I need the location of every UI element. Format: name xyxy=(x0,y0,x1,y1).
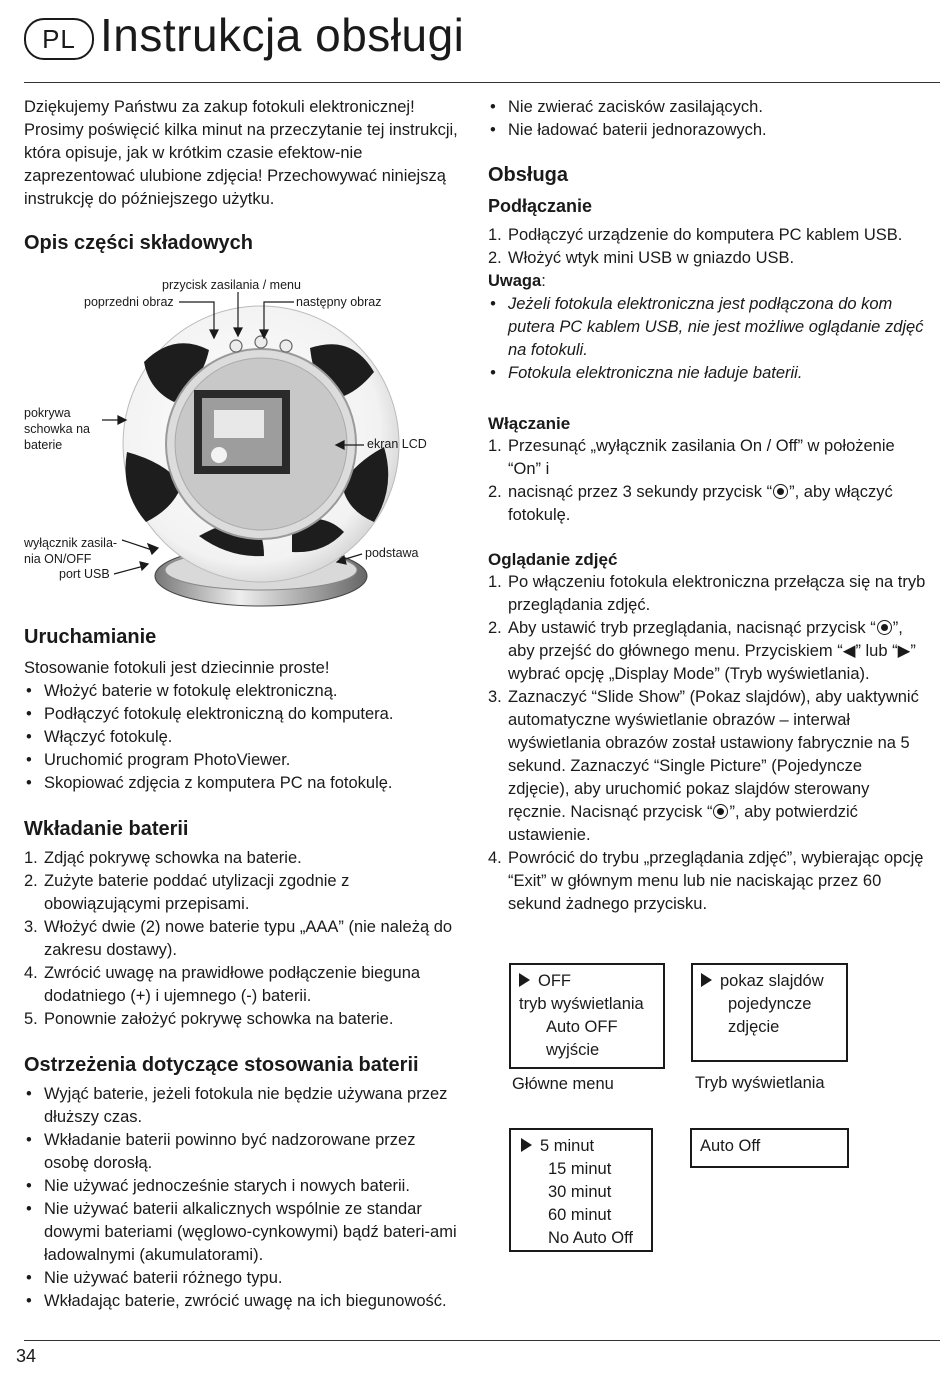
display-mode-box xyxy=(691,963,848,1062)
menu-line: 5 minut xyxy=(521,1135,651,1158)
list-item: • Wkładając baterie, zwrócić uwagę na ich biegunowość. xyxy=(24,1290,464,1313)
item-text: Po włączeniu fotokula elektroniczna przełącza się na tryb przeglądania zdjęć. xyxy=(508,573,926,614)
viewing-heading: Oglądanie zdjęć xyxy=(488,550,618,569)
intro-section xyxy=(24,96,464,211)
item-text: ” wybrać opcję „Display Mode” (Tryb wyświetlania). xyxy=(508,642,916,683)
menu-line: OFF xyxy=(519,970,663,993)
auto-off-times-box xyxy=(509,1128,653,1252)
label-previous-image: poprzedni obraz xyxy=(84,295,174,309)
menu-line: wyjście xyxy=(546,1041,600,1059)
list-item: • Nie zwierać zacisków zasilających. xyxy=(488,96,928,119)
item-text: Powrócić do trybu „przeglądania zdjęć”, wybierając opcję “Exit” w głównym menu lub nie naciskając przez 60 sekund żadnego przycisku. xyxy=(508,849,924,913)
language-badge: PL xyxy=(24,18,94,60)
item-text: Zużyte baterie poddać utylizacji zgodnie z obowiązującymi przepisami. xyxy=(44,872,350,913)
item-number: 3. xyxy=(24,918,38,936)
item-number: 4. xyxy=(24,964,38,982)
list-item: 2. Aby ustawić tryb przeglądania, nacisnąć przycisk “ ”, aby przejść do głównego menu. Przyciskiem “◀” lub “▶” wybrać opcję „Display Mode” (Tryb wyświetlania). xyxy=(488,619,916,683)
power-on-section xyxy=(488,412,928,527)
main-menu-box xyxy=(509,963,665,1069)
list-item: 1. Przesunąć „wyłącznik zasilania On / Off” w położenie “On” i xyxy=(488,437,895,478)
item-text: Aby ustawić tryb przeglądania, nacisnąć przycisk “ xyxy=(508,619,876,637)
batteries-heading: Wkładanie baterii xyxy=(24,818,189,840)
viewing-steps xyxy=(488,571,928,916)
list-item: • Jeżeli fotokula elektroniczna jest podłączona do kom putera PC kablem USB, nie jest możliwe oglądanie zdjęć na fotokuli. xyxy=(488,293,928,362)
selection-arrow-icon xyxy=(701,973,712,987)
start-list xyxy=(24,680,464,795)
item-text: Włożyć dwie (2) nowe baterie typu „AAA” (nie należą do zakresu dostawy). xyxy=(44,918,453,959)
item-number: 1. xyxy=(24,849,38,867)
list-item: • Fotokula elektroniczna nie ładuje baterii. xyxy=(488,362,928,385)
item-text: Włożyć wtyk mini USB w gniazdo USB. xyxy=(508,249,795,267)
warnings-continued xyxy=(488,96,928,142)
header-rule xyxy=(24,82,940,83)
item-number: 1. xyxy=(488,226,502,244)
item-text: Zdjąć pokrywę schowka na baterie. xyxy=(44,849,302,867)
label-lcd-screen: ekran LCD xyxy=(367,437,427,451)
power-on-heading: Włączanie xyxy=(488,414,571,433)
start-heading: Uruchamianie xyxy=(24,626,157,648)
page-number: 34 xyxy=(16,1346,37,1366)
list-item xyxy=(24,870,464,916)
label-base: podstawa xyxy=(365,546,419,560)
label-usb-port: port USB xyxy=(59,567,110,581)
list-item: 1. Po włączeniu fotokula elektroniczna przełącza się na tryb przeglądania zdjęć. xyxy=(488,573,926,614)
parts-heading: Opis części składowych xyxy=(24,232,253,254)
item-text: ”, aby przejść do głównego menu. Przyciskiem “ xyxy=(508,619,903,660)
menu-line: 60 minut xyxy=(548,1206,612,1224)
list-item: • Podłączyć fotokulę elektroniczną do komputera. xyxy=(24,703,464,726)
menu-line: No Auto Off xyxy=(548,1229,633,1247)
menu-line: 15 minut xyxy=(548,1160,612,1178)
device-diagram xyxy=(24,272,464,618)
list-item: • Włączyć fotokulę. xyxy=(24,726,464,749)
label-power-menu-button: przycisk zasilania / menu xyxy=(162,278,301,292)
list-item: 2. nacisnąć przez 3 sekundy przycisk “ ”, aby włączyć fotokulę. xyxy=(488,483,893,524)
item-text: Zwrócić uwagę na prawidłowe podłączenie bieguna dodatniego (+) i ujemnego (-) baterii. xyxy=(44,964,421,1005)
main-menu-caption: Główne menu xyxy=(512,1075,614,1093)
item-text: ”, aby włączyć fotokulę. xyxy=(508,483,893,524)
menu-line: Auto Off xyxy=(700,1137,761,1155)
warnings-section xyxy=(24,1054,464,1313)
page-title: Instrukcja obsługi xyxy=(100,9,465,61)
selection-arrow-icon xyxy=(519,973,530,987)
list-item xyxy=(24,1008,464,1031)
list-item xyxy=(24,916,464,962)
list-item: • Nie używać jednocześnie starych i nowych baterii. xyxy=(24,1175,464,1198)
connect-notes xyxy=(488,293,928,385)
item-text: Zaznaczyć “Slide Show” (Pokaz slajdów), aby uaktywnić automatyczne wyświetlanie obrazów – interwał wyświetlania obrazów został ustawiony fabrycznie na 5 sekund. Zaznaczyć “Single Picture” (Pojedyncze zdjęcie), aby uruchomić pokaz slajdów sterowany ręcznie. Nacisnąć przycisk “ xyxy=(508,688,919,821)
batteries-list xyxy=(24,847,464,1031)
list-item: 3. Zaznaczyć “Slide Show” (Pokaz slajdów), aby uaktywnić automatyczne wyświetlanie obrazów – interwał wyświetlania obrazów został ustawiony fabrycznie na 5 sekund. Zaznaczyć “Single Picture” (Pojedyncze zdjęcie), aby uruchomić pokaz slajdów sterowany ręcznie. Nacisnąć przycisk “ ”, aby potwierdzić ustawienie. xyxy=(488,688,919,844)
power-button-icon xyxy=(877,620,892,635)
viewing-section xyxy=(488,548,928,916)
menu-line: 30 minut xyxy=(548,1183,612,1201)
item-text: Podłączyć urządzenie do komputera PC kablem USB. xyxy=(508,226,903,244)
menu-line: pojedyncze xyxy=(728,995,812,1013)
label-power-switch-1: wyłącznik zasila- xyxy=(24,536,118,550)
menu-line: pokaz slajdów xyxy=(701,970,846,993)
list-item: • Nie używać baterii alkalicznych wspólnie ze standar dowymi bateriami (węglowo-cynkowymi) bądź bateri-ami ładowalnymi (akumulatorami). xyxy=(24,1198,464,1267)
item-text: nacisnąć przez 3 sekundy przycisk “ xyxy=(508,483,773,501)
item-text: Ponownie założyć pokrywę schowka na baterie. xyxy=(44,1010,394,1028)
auto-off-box xyxy=(690,1128,849,1168)
list-item: • Włożyć baterie w fotokulę elektroniczną. xyxy=(24,680,464,703)
menu-line: tryb wyświetlania xyxy=(519,995,644,1013)
list-item: 4. Powrócić do trybu „przeglądania zdjęć”, wybierając opcję “Exit” w głównym menu lub nie naciskając przez 60 sekund żadnego przycisku. xyxy=(488,849,924,913)
list-item xyxy=(24,847,464,870)
warnings-list-continued xyxy=(488,96,928,142)
label-next-image: następny obraz xyxy=(296,295,382,309)
item-number: 2. xyxy=(24,872,38,890)
label-battery-cover-1: pokrywa xyxy=(24,406,71,420)
item-number: 2. xyxy=(488,249,502,267)
label-battery-cover-2: schowka na xyxy=(24,422,91,436)
list-item xyxy=(488,247,928,270)
item-text: ”, aby potwierdzić ustawienie. xyxy=(508,803,858,844)
start-section xyxy=(24,626,464,795)
note-label: Uwaga xyxy=(488,272,542,290)
list-item: • Uruchomić program PhotoViewer. xyxy=(24,749,464,772)
power-button-icon xyxy=(713,804,728,819)
footer-rule xyxy=(24,1340,940,1341)
item-text: Przesunąć „wyłącznik zasilania On / Off” w położenie “On” i xyxy=(508,437,895,478)
connect-steps xyxy=(488,224,928,270)
list-item: • Nie ładować baterii jednorazowych. xyxy=(488,119,928,142)
connect-heading: Podłączanie xyxy=(488,196,593,216)
list-item xyxy=(488,224,928,247)
note-colon: : xyxy=(541,272,546,290)
batteries-section xyxy=(24,818,464,1031)
list-item: • Wkładanie baterii powinno być nadzorowane przez osobę dorosłą. xyxy=(24,1129,464,1175)
display-mode-caption: Tryb wyświetlania xyxy=(695,1074,825,1092)
operation-heading: Obsługa xyxy=(488,164,569,186)
menu-line: zdjęcie xyxy=(728,1018,780,1036)
parts-heading-wrap xyxy=(24,232,464,255)
list-item: • Skopiować zdjęcia z komputera PC na fotokulę. xyxy=(24,772,464,795)
power-button-icon xyxy=(773,484,788,499)
label-power-switch-2: nia ON/OFF xyxy=(24,552,92,566)
selection-arrow-icon xyxy=(521,1138,532,1152)
operation-section xyxy=(488,164,928,385)
list-item: • Nie używać baterii różnego typu. xyxy=(24,1267,464,1290)
intro-paragraph: Dziękujemy Państwu za zakup fotokuli elektronicznej! Prosimy poświęcić kilka minut na przeczytanie tej instrukcji, która opisuje, jak w krótkim czasie efektow-nie zaprezentować ulubione zdjęcia! Przechowywać niniejszą instrukcję do późniejszego użytku. xyxy=(24,98,458,208)
warnings-heading: Ostrzeżenia dotyczące stosowania baterii xyxy=(24,1054,419,1076)
warnings-list xyxy=(24,1083,464,1313)
list-item xyxy=(24,962,464,1008)
list-item: • Wyjąć baterie, jeżeli fotokula nie będzie używana przez dłuższy czas. xyxy=(24,1083,464,1129)
item-number: 5. xyxy=(24,1010,38,1028)
start-lead: Stosowanie fotokuli jest dziecinnie proste! xyxy=(24,659,330,677)
power-on-steps xyxy=(488,435,928,527)
note-label-line xyxy=(488,270,928,293)
menu-line: Auto OFF xyxy=(546,1018,618,1036)
label-battery-cover-3: baterie xyxy=(24,438,63,452)
item-text: ” lub “ xyxy=(855,642,898,660)
